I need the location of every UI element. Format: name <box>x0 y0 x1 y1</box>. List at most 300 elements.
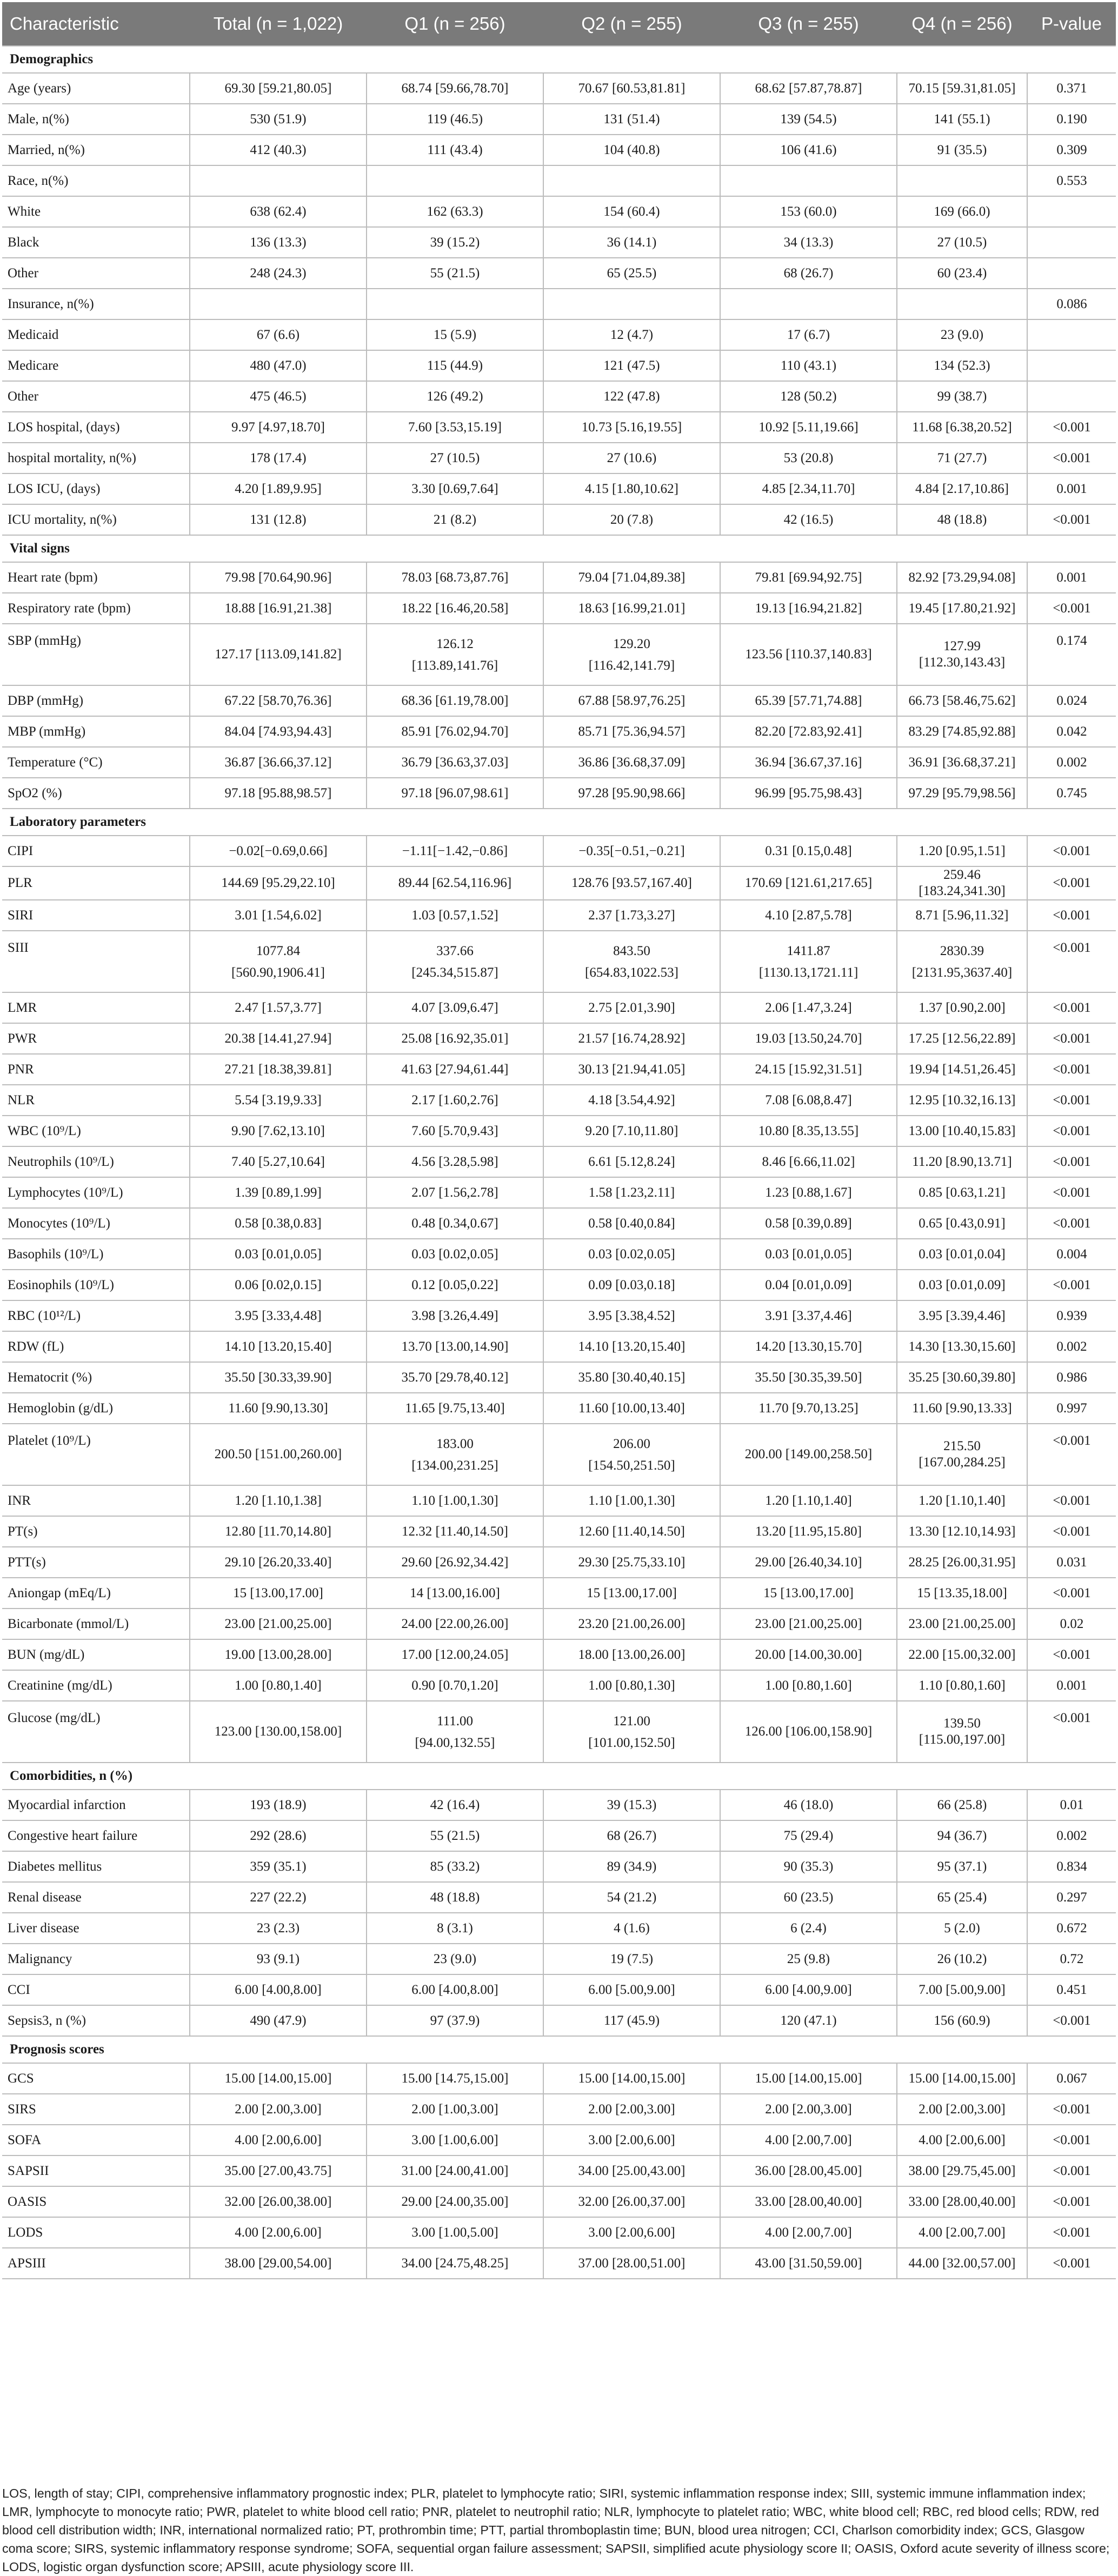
cell-q1: 4.07 [3.09,6.47] <box>367 992 543 1023</box>
cell-q4: 36.91 [36.68,37.21] <box>897 747 1027 778</box>
header-q1: Q1 (n = 256) <box>367 2 543 46</box>
cell-pvalue: 0.174 <box>1027 624 1116 685</box>
cell-pvalue: 0.834 <box>1027 1851 1116 1882</box>
row-label: SIRS <box>2 2094 190 2125</box>
cell-q4 <box>897 165 1027 196</box>
row-label: Married, n(%) <box>2 135 190 165</box>
table-row <box>2 1639 1116 1670</box>
cell-pvalue: 0.745 <box>1027 778 1116 809</box>
cell-pvalue: <0.001 <box>1027 992 1116 1023</box>
cell-q4: 215.50 [167.00,284.25] <box>897 1424 1027 1485</box>
cell-total: 7.40 [5.27,10.64] <box>190 1146 367 1177</box>
header-q3: Q3 (n = 255) <box>720 2 897 46</box>
cell-pvalue: <0.001 <box>1027 931 1116 992</box>
cell-q3: 36.94 [36.67,37.16] <box>720 747 897 778</box>
row-label: Monocytes (10⁹/L) <box>2 1208 190 1239</box>
cell-q3: 200.00 [149.00,258.50] <box>720 1424 897 1485</box>
cell-total: 4.00 [2.00,6.00] <box>190 2217 367 2248</box>
cell-q4: 1.20 [1.10,1.40] <box>897 1485 1027 1516</box>
table-row <box>2 2248 1116 2279</box>
cell-q2: 4 (1.6) <box>543 1913 720 1944</box>
table-row <box>2 196 1116 227</box>
cell-q3: 0.04 [0.01,0.09] <box>720 1270 897 1300</box>
cell-q1: 11.65 [9.75,13.40] <box>367 1393 543 1424</box>
cell-total: 79.98 [70.64,90.96] <box>190 562 367 593</box>
cell-pvalue: 0.190 <box>1027 104 1116 135</box>
cell-pvalue: 0.042 <box>1027 716 1116 747</box>
cell-q3: 35.50 [30.35,39.50] <box>720 1362 897 1393</box>
cell-q2: 129.20 [116.42,141.79] <box>543 624 720 685</box>
cell-total: 490 (47.9) <box>190 2005 367 2036</box>
cell-q1: 0.48 [0.34,0.67] <box>367 1208 543 1239</box>
cell-q3 <box>720 289 897 319</box>
cell-q4: 91 (35.5) <box>897 135 1027 165</box>
row-label: LOS ICU, (days) <box>2 473 190 504</box>
row-label: Sepsis3, n (%) <box>2 2005 190 2036</box>
cell-total: 23.00 [21.00,25.00] <box>190 1609 367 1639</box>
cell-pvalue: 0.451 <box>1027 1974 1116 2005</box>
cell-q3: 170.69 [121.61,217.65] <box>720 866 897 900</box>
cell-total <box>190 289 367 319</box>
cell-q1: 42 (16.4) <box>367 1790 543 1820</box>
cell-q3: 8.46 [6.66,11.02] <box>720 1146 897 1177</box>
cell-q4: 60 (23.4) <box>897 258 1027 289</box>
cell-q1: 14 [13.00,16.00] <box>367 1578 543 1609</box>
row-label: Liver disease <box>2 1913 190 1944</box>
row-label: INR <box>2 1485 190 1516</box>
row-label: RDW (fL) <box>2 1331 190 1362</box>
cell-q1: 183.00 [134.00,231.25] <box>367 1424 543 1485</box>
cell-q2: 1.10 [1.00,1.30] <box>543 1485 720 1516</box>
cell-pvalue: <0.001 <box>1027 1085 1116 1116</box>
section-title: Demographics <box>2 46 1116 73</box>
cell-q2: 12.60 [11.40,14.50] <box>543 1516 720 1547</box>
cell-q3: 90 (35.3) <box>720 1851 897 1882</box>
section-title: Prognosis scores <box>2 2036 1116 2063</box>
cell-pvalue: <0.001 <box>1027 412 1116 443</box>
cell-q4: 66.73 [58.46,75.62] <box>897 685 1027 716</box>
row-label: Bicarbonate (mmol/L) <box>2 1609 190 1639</box>
cell-q3: 106 (41.6) <box>720 135 897 165</box>
cell-q3: 60 (23.5) <box>720 1882 897 1913</box>
cell-q3: 25 (9.8) <box>720 1944 897 1974</box>
cell-q3: 0.58 [0.39,0.89] <box>720 1208 897 1239</box>
row-label: Temperature (°C) <box>2 747 190 778</box>
cell-pvalue: 0.297 <box>1027 1882 1116 1913</box>
cell-q2: 36 (14.1) <box>543 227 720 258</box>
cell-q2: 35.80 [30.40,40.15] <box>543 1362 720 1393</box>
row-label: NLR <box>2 1085 190 1116</box>
row-label: Malignancy <box>2 1944 190 1974</box>
table-row <box>2 2217 1116 2248</box>
table-row <box>2 1424 1116 1485</box>
cell-q2: 70.67 [60.53,81.81] <box>543 73 720 104</box>
cell-pvalue: 0.02 <box>1027 1609 1116 1639</box>
cell-q4: 94 (36.7) <box>897 1820 1027 1851</box>
cell-q1: 126 (49.2) <box>367 381 543 412</box>
cell-pvalue: <0.001 <box>1027 2186 1116 2217</box>
table-row <box>2 165 1116 196</box>
cell-q1: 1.10 [1.00,1.30] <box>367 1485 543 1516</box>
cell-q2: 154 (60.4) <box>543 196 720 227</box>
row-label: Neutrophils (10⁹/L) <box>2 1146 190 1177</box>
row-label: Eosinophils (10⁹/L) <box>2 1270 190 1300</box>
cell-q4: 259.46 [183.24,341.30] <box>897 866 1027 900</box>
cell-total: 36.87 [36.66,37.12] <box>190 747 367 778</box>
cell-pvalue: 0.086 <box>1027 289 1116 319</box>
cell-q3: 123.56 [110.37,140.83] <box>720 624 897 685</box>
cell-total: 9.90 [7.62,13.10] <box>190 1116 367 1146</box>
table-row <box>2 350 1116 381</box>
cell-q4: 2830.39 [2131.95,3637.40] <box>897 931 1027 992</box>
cell-q3: 120 (47.1) <box>720 2005 897 2036</box>
cell-q2: 18.63 [16.99,21.01] <box>543 593 720 624</box>
table-row <box>2 624 1116 685</box>
cell-q3: 46 (18.0) <box>720 1790 897 1820</box>
cell-q1: 2.07 [1.56,2.78] <box>367 1177 543 1208</box>
table-row <box>2 1609 1116 1639</box>
cell-q4: 38.00 [29.75,45.00] <box>897 2155 1027 2186</box>
cell-pvalue: 0.997 <box>1027 1393 1116 1424</box>
cell-total: 12.80 [11.70,14.80] <box>190 1516 367 1547</box>
cell-total: 193 (18.9) <box>190 1790 367 1820</box>
cell-q4: 22.00 [15.00,32.00] <box>897 1639 1027 1670</box>
cell-q2: 131 (51.4) <box>543 104 720 135</box>
cell-q1: 7.60 [3.53,15.19] <box>367 412 543 443</box>
cell-q3: 17 (6.7) <box>720 319 897 350</box>
cell-pvalue: 0.001 <box>1027 473 1116 504</box>
cell-q1 <box>367 289 543 319</box>
table-row <box>2 1701 1116 1763</box>
cell-pvalue: 0.72 <box>1027 1944 1116 1974</box>
cell-total: 144.69 [95.29,22.10] <box>190 866 367 900</box>
cell-q2: 121.00 [101.00,152.50] <box>543 1701 720 1763</box>
row-label: Lymphocytes (10⁹/L) <box>2 1177 190 1208</box>
cell-total: 14.10 [13.20,15.40] <box>190 1331 367 1362</box>
cell-q2: 0.58 [0.40,0.84] <box>543 1208 720 1239</box>
row-label: PLR <box>2 866 190 900</box>
cell-q4: 11.60 [9.90,13.33] <box>897 1393 1027 1424</box>
table-header-row <box>2 2 1116 46</box>
header-characteristic: Characteristic <box>2 2 190 46</box>
cell-q3: 13.20 [11.95,15.80] <box>720 1516 897 1547</box>
row-label: Renal disease <box>2 1882 190 1913</box>
cell-q1: −1.11[−1.42,−0.86] <box>367 836 543 866</box>
table-row <box>2 227 1116 258</box>
table-row <box>2 1331 1116 1362</box>
cell-pvalue: 0.01 <box>1027 1790 1116 1820</box>
table-row <box>2 319 1116 350</box>
table-row <box>2 1270 1116 1300</box>
cell-pvalue <box>1027 319 1116 350</box>
cell-pvalue: <0.001 <box>1027 2094 1116 2125</box>
cell-total: 0.58 [0.38,0.83] <box>190 1208 367 1239</box>
cell-q3: 1.23 [0.88,1.67] <box>720 1177 897 1208</box>
cell-q3: 110 (43.1) <box>720 350 897 381</box>
cell-total: 84.04 [74.93,94.43] <box>190 716 367 747</box>
cell-q1: 17.00 [12.00,24.05] <box>367 1639 543 1670</box>
cell-q4: 3.95 [3.39,4.46] <box>897 1300 1027 1331</box>
cell-total: 0.06 [0.02,0.15] <box>190 1270 367 1300</box>
row-label: Other <box>2 258 190 289</box>
cell-q4: 48 (18.8) <box>897 504 1027 535</box>
cell-q3: 10.80 [8.35,13.55] <box>720 1116 897 1146</box>
table-row <box>2 1820 1116 1851</box>
cell-total: 38.00 [29.00,54.00] <box>190 2248 367 2279</box>
cell-pvalue: <0.001 <box>1027 2155 1116 2186</box>
cell-total: 69.30 [59.21,80.05] <box>190 73 367 104</box>
cell-q1: 3.30 [0.69,7.64] <box>367 473 543 504</box>
table-row <box>2 1085 1116 1116</box>
table-row <box>2 2094 1116 2125</box>
cell-total: 15 [13.00,17.00] <box>190 1578 367 1609</box>
table-row <box>2 866 1116 900</box>
cell-q2: 10.73 [5.16,19.55] <box>543 412 720 443</box>
cell-q3: 153 (60.0) <box>720 196 897 227</box>
table-row <box>2 900 1116 931</box>
cell-q4: 1.10 [0.80,1.60] <box>897 1670 1027 1701</box>
cell-q1: 15.00 [14.75,15.00] <box>367 2063 543 2094</box>
cell-q4: 1.20 [0.95,1.51] <box>897 836 1027 866</box>
row-label: Diabetes mellitus <box>2 1851 190 1882</box>
cell-pvalue: 0.002 <box>1027 1331 1116 1362</box>
cell-total: 15.00 [14.00,15.00] <box>190 2063 367 2094</box>
cell-total: 131 (12.8) <box>190 504 367 535</box>
row-label: SOFA <box>2 2125 190 2155</box>
cell-q3: 15.00 [14.00,15.00] <box>720 2063 897 2094</box>
cell-q2: 3.00 [2.00,6.00] <box>543 2125 720 2155</box>
row-label: Medicaid <box>2 319 190 350</box>
cell-q4: 97.29 [95.79,98.56] <box>897 778 1027 809</box>
cell-q3: 23.00 [21.00,25.00] <box>720 1609 897 1639</box>
cell-q1: 97.18 [96.07,98.61] <box>367 778 543 809</box>
cell-total: 23 (2.3) <box>190 1913 367 1944</box>
cell-q4: 27 (10.5) <box>897 227 1027 258</box>
cell-q1: 111 (43.4) <box>367 135 543 165</box>
cell-q3: 10.92 [5.11,19.66] <box>720 412 897 443</box>
cell-q3: 0.31 [0.15,0.48] <box>720 836 897 866</box>
cell-total: 1.20 [1.10,1.38] <box>190 1485 367 1516</box>
cell-pvalue: <0.001 <box>1027 2005 1116 2036</box>
cell-q2: 32.00 [26.00,37.00] <box>543 2186 720 2217</box>
table-row <box>2 593 1116 624</box>
section-header-row <box>2 809 1116 836</box>
row-label: Medicare <box>2 350 190 381</box>
cell-total: 32.00 [26.00,38.00] <box>190 2186 367 2217</box>
cell-q4: 139.50 [115.00,197.00] <box>897 1701 1027 1763</box>
row-label: Other <box>2 381 190 412</box>
cell-q3: 43.00 [31.50,59.00] <box>720 2248 897 2279</box>
row-label: WBC (10⁹/L) <box>2 1116 190 1146</box>
table-row <box>2 1578 1116 1609</box>
row-label: ICU mortality, n(%) <box>2 504 190 535</box>
cell-q4: 26 (10.2) <box>897 1944 1027 1974</box>
cell-total: 4.00 [2.00,6.00] <box>190 2125 367 2155</box>
cell-total: 2.47 [1.57,3.77] <box>190 992 367 1023</box>
cell-q1: 18.22 [16.46,20.58] <box>367 593 543 624</box>
table-row <box>2 2005 1116 2036</box>
cell-q1: 337.66 [245.34,515.87] <box>367 931 543 992</box>
cell-q3: 1411.87 [1130.13,1721.11] <box>720 931 897 992</box>
cell-total: 5.54 [3.19,9.33] <box>190 1085 367 1116</box>
cell-q4: 70.15 [59.31,81.05] <box>897 73 1027 104</box>
row-label: Race, n(%) <box>2 165 190 196</box>
cell-pvalue: <0.001 <box>1027 1701 1116 1763</box>
cell-pvalue: 0.067 <box>1027 2063 1116 2094</box>
row-label: LOS hospital, (days) <box>2 412 190 443</box>
cell-q1: 1.03 [0.57,1.52] <box>367 900 543 931</box>
cell-q4: 11.20 [8.90,13.71] <box>897 1146 1027 1177</box>
row-label: Hemoglobin (g/dL) <box>2 1393 190 1424</box>
cell-q4: 15.00 [14.00,15.00] <box>897 2063 1027 2094</box>
cell-total: 638 (62.4) <box>190 196 367 227</box>
cell-q1: 115 (44.9) <box>367 350 543 381</box>
row-label: LMR <box>2 992 190 1023</box>
cell-q4: 0.65 [0.43,0.91] <box>897 1208 1027 1239</box>
cell-total: 1.00 [0.80,1.40] <box>190 1670 367 1701</box>
table-row <box>2 1239 1116 1270</box>
cell-q3: 19.03 [13.50,24.70] <box>720 1023 897 1054</box>
table-footnote: LOS, length of stay; CIPI, comprehensive inflammatory prognostic index; PLR, platelet to lymphocyte ratio; SIRI, systemic inflammation response index; SIII, systemic immune inflammation index; LMR, lymphocyte to monocyte ratio; PWR, platelet to white blood cell ratio; PNR, platelet to neutrophil ratio; NLR, lymphocyte to platelet ratio; WBC, white blood cell; RBC, red blood cells; RDW, red blood cell distribution width; INR, international normalized ratio; PT, prothrombin time; PTT, partial thromboplastin time; BUN, blood urea nitrogen; CCI, Charlson comorbidity index; GCS, Glasgow coma score; SIRS, systemic inflammatory response syndrome; SOFA, sequential organ failure assessment; SAPSII, simplified acute physiology score II; OASIS, Oxford acute severity of illness score; LODS, logistic organ dysfunction score; APSIII, acute physiology score III. <box>2 2486 1110 2574</box>
table-row <box>2 1547 1116 1578</box>
cell-q4: 44.00 [32.00,57.00] <box>897 2248 1027 2279</box>
cell-q1: 0.03 [0.02,0.05] <box>367 1239 543 1270</box>
cell-total: 9.97 [4.97,18.70] <box>190 412 367 443</box>
cell-total: 359 (35.1) <box>190 1851 367 1882</box>
cell-q1: 78.03 [68.73,87.76] <box>367 562 543 593</box>
cell-q3: 128 (50.2) <box>720 381 897 412</box>
table-row <box>2 1054 1116 1085</box>
cell-pvalue: <0.001 <box>1027 1146 1116 1177</box>
cell-total: 19.00 [13.00,28.00] <box>190 1639 367 1670</box>
cell-q4: 8.71 [5.96,11.32] <box>897 900 1027 931</box>
cell-total: 1.39 [0.89,1.99] <box>190 1177 367 1208</box>
cell-q3: 2.00 [2.00,3.00] <box>720 2094 897 2125</box>
cell-total: 3.95 [3.33,4.48] <box>190 1300 367 1331</box>
cell-q4: 4.00 [2.00,7.00] <box>897 2217 1027 2248</box>
cell-q2: 19 (7.5) <box>543 1944 720 1974</box>
cell-q2: 9.20 [7.10,11.80] <box>543 1116 720 1146</box>
cell-q4: 28.25 [26.00,31.95] <box>897 1547 1027 1578</box>
cell-q4: 13.30 [12.10,14.93] <box>897 1516 1027 1547</box>
cell-total: 18.88 [16.91,21.38] <box>190 593 367 624</box>
cell-pvalue: 0.939 <box>1027 1300 1116 1331</box>
cell-q1: 111.00 [94.00,132.55] <box>367 1701 543 1763</box>
cell-q4: 5 (2.0) <box>897 1913 1027 1944</box>
cell-q4: 66 (25.8) <box>897 1790 1027 1820</box>
cell-q2: 37.00 [28.00,51.00] <box>543 2248 720 2279</box>
cell-total: 67.22 [58.70,76.36] <box>190 685 367 716</box>
cell-q3: 24.15 [15.92,31.51] <box>720 1054 897 1085</box>
cell-total: 178 (17.4) <box>190 443 367 473</box>
cell-q2 <box>543 289 720 319</box>
cell-q1: 36.79 [36.63,37.03] <box>367 747 543 778</box>
cell-q2: 23.20 [21.00,26.00] <box>543 1609 720 1639</box>
cell-pvalue: <0.001 <box>1027 1639 1116 1670</box>
table-row <box>2 258 1116 289</box>
cell-q4: 95 (37.1) <box>897 1851 1027 1882</box>
section-title: Vital signs <box>2 535 1116 562</box>
row-label: OASIS <box>2 2186 190 2217</box>
cell-q1: 35.70 [29.78,40.12] <box>367 1362 543 1393</box>
row-label: CIPI <box>2 836 190 866</box>
row-label: PTT(s) <box>2 1547 190 1578</box>
cell-q1: 27 (10.5) <box>367 443 543 473</box>
cell-q2: 89 (34.9) <box>543 1851 720 1882</box>
cell-q2: 54 (21.2) <box>543 1882 720 1913</box>
cell-q1: 3.00 [1.00,5.00] <box>367 2217 543 2248</box>
cell-pvalue <box>1027 381 1116 412</box>
cell-q4: 7.00 [5.00,9.00] <box>897 1974 1027 2005</box>
cell-q1: 4.56 [3.28,5.98] <box>367 1146 543 1177</box>
cell-pvalue: 0.371 <box>1027 73 1116 104</box>
table-row <box>2 2125 1116 2155</box>
cell-q1: 12.32 [11.40,14.50] <box>367 1516 543 1547</box>
cell-q1: 8 (3.1) <box>367 1913 543 1944</box>
cell-q1: 29.60 [26.92,34.42] <box>367 1547 543 1578</box>
cell-q1: 2.00 [1.00,3.00] <box>367 2094 543 2125</box>
cell-q4: 99 (38.7) <box>897 381 1027 412</box>
row-label: SAPSII <box>2 2155 190 2186</box>
cell-q3: 19.13 [16.94,21.82] <box>720 593 897 624</box>
table-row <box>2 1177 1116 1208</box>
cell-q2: 2.00 [2.00,3.00] <box>543 2094 720 2125</box>
cell-q2: 36.86 [36.68,37.09] <box>543 747 720 778</box>
cell-q3: 7.08 [6.08,8.47] <box>720 1085 897 1116</box>
baseline-characteristics-table <box>2 2 1116 2279</box>
cell-q3: 29.00 [26.40,34.10] <box>720 1547 897 1578</box>
cell-total: 200.50 [151.00,260.00] <box>190 1424 367 1485</box>
cell-q2: 0.09 [0.03,0.18] <box>543 1270 720 1300</box>
cell-q4: 35.25 [30.60,39.80] <box>897 1362 1027 1393</box>
cell-total: 4.20 [1.89,9.95] <box>190 473 367 504</box>
table-row <box>2 778 1116 809</box>
cell-q1: 41.63 [27.94,61.44] <box>367 1054 543 1085</box>
table-row <box>2 1913 1116 1944</box>
cell-q2: 3.95 [3.38,4.52] <box>543 1300 720 1331</box>
cell-q4: 19.94 [14.51,26.45] <box>897 1054 1027 1085</box>
cell-pvalue <box>1027 227 1116 258</box>
cell-q2: 11.60 [10.00,13.40] <box>543 1393 720 1424</box>
cell-q3: 1.00 [0.80,1.60] <box>720 1670 897 1701</box>
cell-q2: 65 (25.5) <box>543 258 720 289</box>
cell-pvalue: 0.002 <box>1027 747 1116 778</box>
header-total: Total (n = 1,022) <box>190 2 367 46</box>
cell-total: 93 (9.1) <box>190 1944 367 1974</box>
cell-pvalue: <0.001 <box>1027 2248 1116 2279</box>
cell-q2: 29.30 [25.75,33.10] <box>543 1547 720 1578</box>
row-label: APSIII <box>2 2248 190 2279</box>
cell-q2: 6.00 [5.00,9.00] <box>543 1974 720 2005</box>
cell-total: 6.00 [4.00,8.00] <box>190 1974 367 2005</box>
cell-total: 127.17 [113.09,141.82] <box>190 624 367 685</box>
row-label: Respiratory rate (bpm) <box>2 593 190 624</box>
cell-q1 <box>367 165 543 196</box>
cell-pvalue: 0.672 <box>1027 1913 1116 1944</box>
cell-q3: 96.99 [95.75,98.43] <box>720 778 897 809</box>
cell-q3: 4.00 [2.00,7.00] <box>720 2217 897 2248</box>
cell-q3: 42 (16.5) <box>720 504 897 535</box>
cell-total: 3.01 [1.54,6.02] <box>190 900 367 931</box>
cell-q4: 0.85 [0.63,1.21] <box>897 1177 1027 1208</box>
cell-q2: 79.04 [71.04,89.38] <box>543 562 720 593</box>
table-row <box>2 1485 1116 1516</box>
table-row <box>2 135 1116 165</box>
section-header-row <box>2 46 1116 73</box>
cell-pvalue: 0.309 <box>1027 135 1116 165</box>
cell-q1: 24.00 [22.00,26.00] <box>367 1609 543 1639</box>
cell-q2: 14.10 [13.20,15.40] <box>543 1331 720 1362</box>
